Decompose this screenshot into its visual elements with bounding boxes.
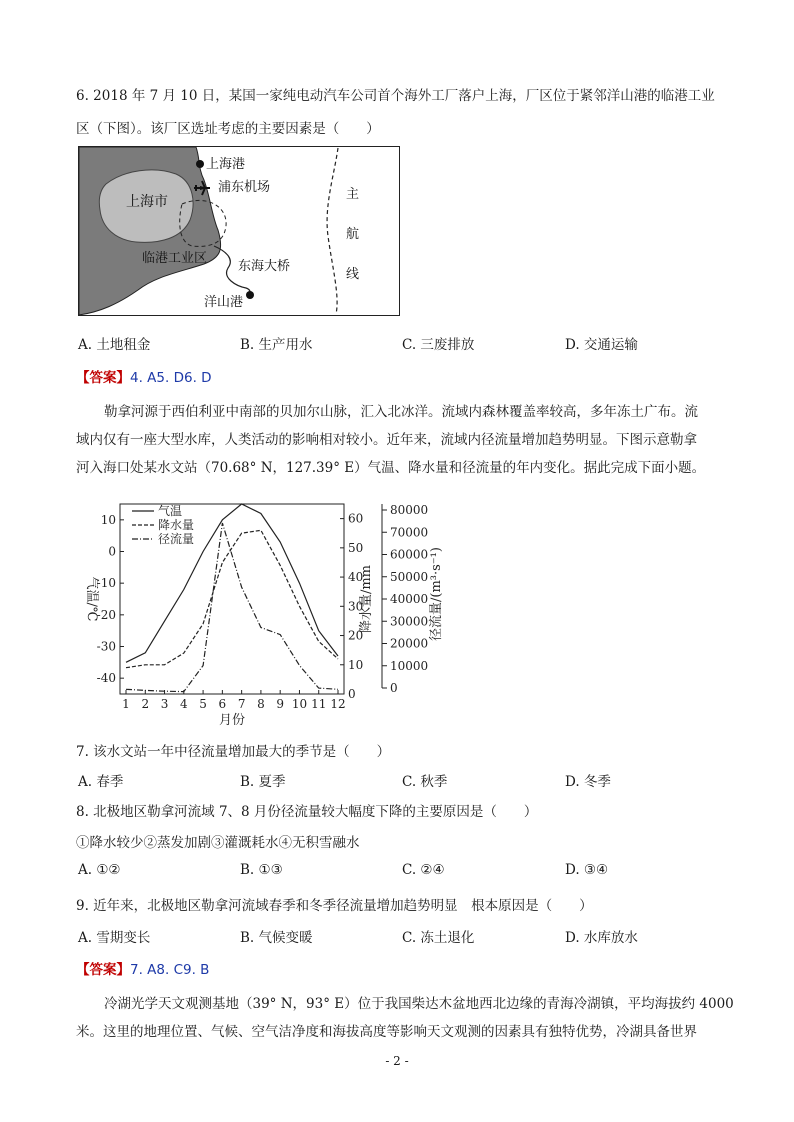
q7-stem: 7. 该水文站一年中径流量增加最大的季节是（ ） xyxy=(76,744,391,760)
passage2-line1: 冷湖光学天文观测基地（39° N，93° E）位于我国柴达木盆地西北边缘的青海冷湖镇，平均海拔约 4000 xyxy=(104,996,734,1012)
q6-option-a: A. 土地租金 xyxy=(78,337,151,353)
runoff-tick-label: 30000 xyxy=(390,614,429,629)
label-yangshan-port: 洋山港 xyxy=(204,295,244,310)
runoff-tick-label: 80000 xyxy=(390,503,429,517)
precipitation-tick-label: 60 xyxy=(348,511,364,526)
q9-option-c: C. 冻土退化 xyxy=(402,930,475,946)
page-number: - 2 - xyxy=(385,1054,409,1068)
label-shanghai-city: 上海市 xyxy=(126,194,168,210)
temperature-tick-label: -20 xyxy=(96,607,116,622)
shanghai-port-dot xyxy=(196,160,204,168)
x-tick-label: 3 xyxy=(160,697,169,711)
temperature-tick-label: -30 xyxy=(96,639,116,654)
q7-option-b: B. 夏季 xyxy=(240,774,286,790)
temperature-tick-label: 10 xyxy=(100,512,116,527)
axis-label-temperature: 气温/℃ xyxy=(84,576,99,622)
axis-label-precipitation: 降水量/mm xyxy=(359,564,374,634)
q8-option-b: B. ①③ xyxy=(240,862,283,878)
runoff-tick-label: 70000 xyxy=(390,525,429,540)
label-pudong-airport: 浦东机场 xyxy=(218,180,271,195)
yangshan-port-dot xyxy=(246,291,254,299)
q9-option-b: B. 气候变暖 xyxy=(240,930,313,946)
q7-option-d: D. 冬季 xyxy=(565,774,611,790)
runoff-tick-label: 40000 xyxy=(390,592,429,606)
answer-block-2 xyxy=(76,958,209,978)
precipitation-tick-label: 10 xyxy=(348,657,364,672)
axis-label-runoff: 径流量/(m³·s⁻¹) xyxy=(429,547,444,641)
q6-stem-line2: 区（下图）。该厂区选址考虑的主要因素是（ ） xyxy=(76,121,380,137)
q6-option-c: C. 三废排放 xyxy=(402,337,475,353)
label-donghai-bridge: 东海大桥 xyxy=(238,259,291,274)
passage1-line3: 河入海口处某水文站（70.68° N，127.39° E）气温、降水量和径流量的年内变化。据此完成下面小题。 xyxy=(76,460,706,476)
q6-stem-line1: 6. 2018 年 7 月 10 日，某国一家纯电动汽车公司首个海外工厂落户上海，厂区位于紧邻洋山港的临港工业 xyxy=(76,88,715,104)
answer-value: 4. A5. D6. D xyxy=(130,370,212,386)
precipitation-tick-label: 30 xyxy=(348,599,364,614)
x-tick-label: 12 xyxy=(330,697,346,711)
x-tick-label: 7 xyxy=(237,697,246,711)
legend-label-runoff: 径流量 xyxy=(158,532,195,546)
answer-tag: 【答案】 xyxy=(76,962,130,978)
legend-label-temperature: 气温 xyxy=(158,504,183,518)
legend xyxy=(132,503,194,546)
x-tick-label: 8 xyxy=(257,697,265,711)
precipitation-tick-label: 0 xyxy=(348,687,356,701)
x-tick-label: 2 xyxy=(141,697,150,711)
q8-option-a: A. ①② xyxy=(78,862,121,878)
temperature-tick-label: -40 xyxy=(96,671,116,686)
plot-frame xyxy=(120,504,344,694)
q6-option-d: D. 交通运输 xyxy=(565,337,638,353)
temperature-tick-label: 0 xyxy=(108,544,116,559)
answer-value: 7. A8. C9. B xyxy=(130,962,210,978)
x-tick-label: 10 xyxy=(291,697,308,711)
q8-sub-items: ①降水较少②蒸发加剧③灌溉耗水④无积雪融水 xyxy=(76,835,360,851)
passage1-line1: 勒拿河源于西伯利亚中南部的贝加尔山脉，汇入北冰洋。流域内森林覆盖率较高，多年冻土广布。流 xyxy=(104,404,698,420)
q8-option-c: C. ②④ xyxy=(402,862,445,878)
q7-option-a: A. 春季 xyxy=(78,774,124,790)
runoff-tick-label: 0 xyxy=(390,681,398,695)
answer-tag: 【答案】 xyxy=(76,370,130,386)
runoff-tick-label: 10000 xyxy=(390,658,429,673)
passage1-line2: 域内仅有一座大型水库，人类活动的影响相对较小。近年来，流域内径流量增加趋势明显。下图示意勒拿 xyxy=(76,432,697,448)
x-tick-label: 5 xyxy=(199,697,207,711)
runoff-tick-label: 50000 xyxy=(390,569,429,584)
q9-option-d: D. 水库放水 xyxy=(565,930,638,946)
label-shanghai-port: 上海港 xyxy=(206,157,246,172)
answer-block-1 xyxy=(76,366,212,386)
legend-label-precipitation: 降水量 xyxy=(158,518,195,532)
q7-option-c: C. 秋季 xyxy=(402,774,448,790)
axis-label-month: 月份 xyxy=(218,713,246,728)
label-lingang: 临港工业区 xyxy=(142,251,208,266)
x-tick-label: 6 xyxy=(218,697,227,711)
q9-option-a: A. 雪期变长 xyxy=(78,930,151,946)
x-tick-label: 1 xyxy=(122,697,130,711)
q8-stem: 8. 北极地区勒拿河流域 7、8 月份径流量较大幅度下降的主要原因是（ ） xyxy=(76,804,538,820)
temperature-tick-label: -10 xyxy=(96,576,116,591)
x-tick-label: 9 xyxy=(276,697,285,711)
q8-option-d: D. ③④ xyxy=(565,862,609,878)
precipitation-tick-label: 40 xyxy=(348,570,364,585)
precipitation-tick-label: 50 xyxy=(348,540,364,555)
q9-stem: 9. 近年来，北极地区勒拿河流域春季和冬季径流量增加趋势明显 根本原因是（ ） xyxy=(76,898,593,914)
runoff-tick-label: 60000 xyxy=(390,547,429,562)
runoff-tick-label: 20000 xyxy=(390,636,429,651)
q6-option-b: B. 生产用水 xyxy=(240,337,313,353)
x-tick-label: 11 xyxy=(311,697,327,711)
lingang-map xyxy=(78,146,400,316)
passage2-line2: 米。这里的地理位置、气候、空气洁净度和海拔高度等影响天文观测的因素具有独特优势，冷湖具备世界 xyxy=(76,1024,697,1040)
label-main-route-3: 线 xyxy=(346,267,360,282)
x-tick-label: 4 xyxy=(179,697,188,711)
climate-runoff-chart xyxy=(72,494,462,730)
precipitation-tick-label: 20 xyxy=(348,628,364,643)
label-main-route-2: 航 xyxy=(346,227,360,242)
label-main-route-1: 主 xyxy=(346,187,360,202)
